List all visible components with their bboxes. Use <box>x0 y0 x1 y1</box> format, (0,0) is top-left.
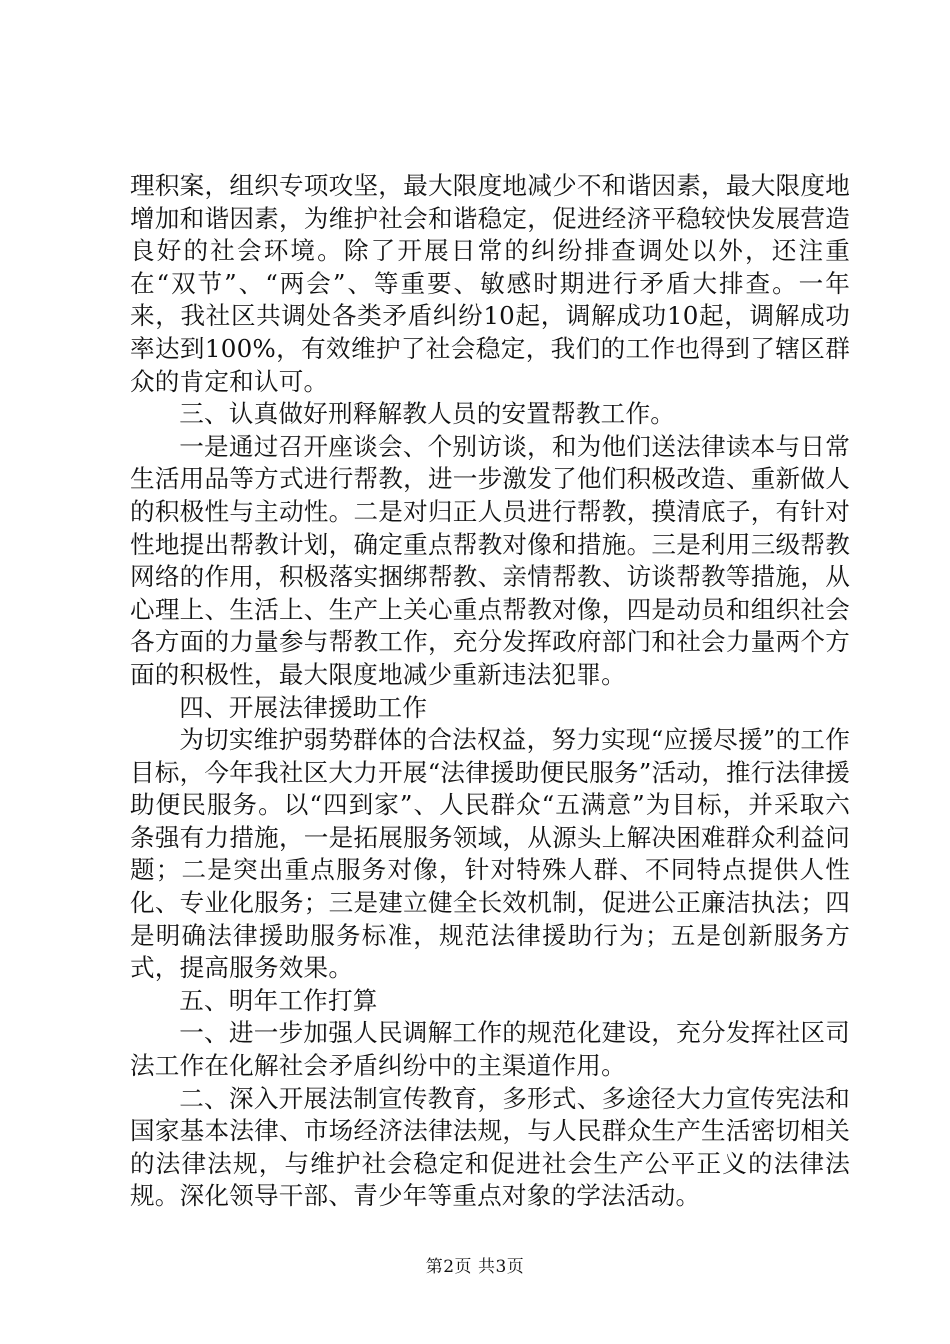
paragraph-plan-2: 二、深入开展法制宣传教育，多形式、多途径大力宣传宪法和国家基本法律、市场经济法律法规，与人民群众生产生活密切相关的法律法规，与维护社会稳定和促进社会生产公平正义的法律法规。深化领导干部、青少年等重点对象的学法活动。 <box>130 1083 850 1211</box>
section-heading-3: 三、认真做好刑释解教人员的安置帮教工作。 <box>179 399 676 429</box>
paragraph-resettlement: 一是通过召开座谈会、个别访谈，和为他们送法律读本与日常生活用品等方式进行帮教，进一步激发了他们积极改造、重新做人的积极性与主动性。二是对归正人员进行帮教，摸清底子，有针对性地提出帮教计划，确定重点帮教对像和措施。三是利用三级帮教网络的作用，积极落实捆绑帮教、亲情帮教、访谈帮教等措施，从心理上、生活上、生产上关心重点帮教对像，四是动员和组织社会各方面的力量参与帮教工作，充分发挥政府部门和社会力量两个方面的积极性，最大限度地减少重新违法犯罪。 <box>130 431 850 689</box>
paragraph-continuation: 理积案，组织专项攻坚，最大限度地减少不和谐因素，最大限度地增加和谐因素，为维护社会和谐稳定，促进经济平稳较快发展营造良好的社会环境。除了开展日常的纠纷排查调处以外，还注重在“双节”、“两会”、等重要、敏感时期进行矛盾大排查。一年来，我社区共调处各类矛盾纠纷10起，调解成功10起，调解成功率达到100%，有效维护了社会稳定，我们的工作也得到了辖区群众的肯定和认可。 <box>130 171 850 396</box>
page-number-footer: 第2页 共3页 <box>425 1257 525 1277</box>
document-body <box>130 170 850 1213</box>
section-heading-5: 五、明年工作打算 <box>179 985 378 1015</box>
section-heading-4: 四、开展法律援助工作 <box>179 692 428 722</box>
paragraph-legal-aid: 为切实维护弱势群体的合法权益，努力实现“应援尽援”的工作目标，今年我社区大力开展“法律援助便民服务”活动，推行法律援助便民服务。以“四到家”、人民群众“五满意”为目标，并采取六条强有力措施，一是拓展服务领域，从源头上解决困难群众利益问题；二是突出重点服务对像，针对特殊人群、不同特点提供人性化、专业化服务；三是建立健全长效机制，促进公正廉洁执法；四是明确法律援助服务标准，规范法律援助行为；五是创新服务方式，提高服务效果。 <box>130 725 850 983</box>
paragraph-plan-1: 一、进一步加强人民调解工作的规范化建设，充分发挥社区司法工作在化解社会矛盾纠纷中的主渠道作用。 <box>130 1018 850 1081</box>
